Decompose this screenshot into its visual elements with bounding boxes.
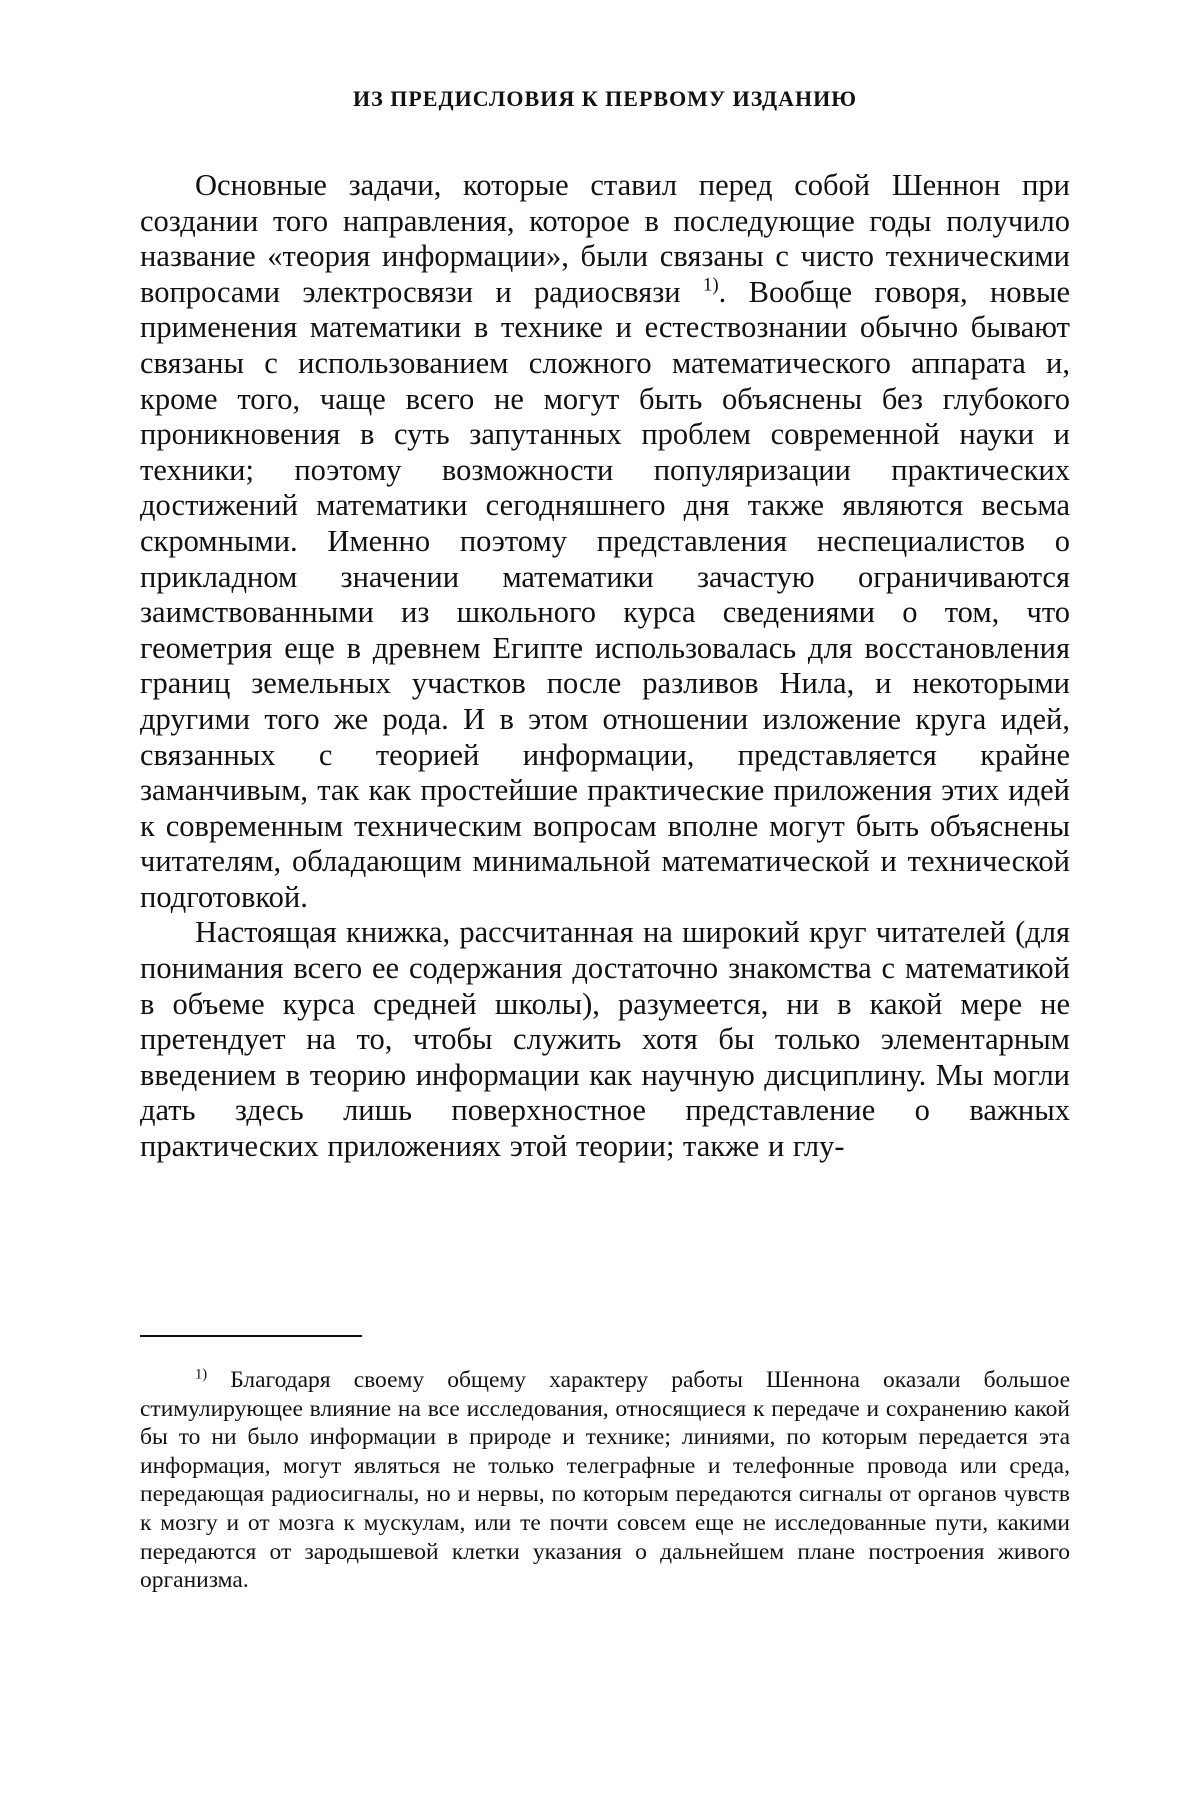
paragraph-2: Настоящая книжка, рассчитанная на широкий круг читателей (для понимания всего ее содержания достаточно знакомства с математикой в объеме курса средней школы), разумеется, ни в какой мере не претендует на то, чтобы служить хотя бы только элементарным введением в теорию информации как научную дисциплину. Мы могли дать здесь лишь поверхностное представление о важных практических приложениях этой теории; также и глу-: [140, 915, 1070, 1164]
footnote: [140, 1366, 1070, 1595]
book-page: [140, 0, 1070, 1794]
paragraph-1: [140, 168, 1070, 915]
paragraph-1-start: Основные задачи, которые ставил перед собой Шеннон при создании того направления, которое в последующие годы получило название «теория информации», были связаны с чисто техническими вопросами электросвязи и радиосвязи: [140, 168, 1070, 309]
footnote-text: Благодаря своему общему характеру работы Шеннона оказали большое стимулирующее влияние на все исследования, относящиеся к передаче и сохранению какой бы то ни было информации в природе и технике; линиями, по которым передается эта информация, могут являться не только телеграфные и телефонные провода или среда, передающая радиосигналы, но и нервы, по которым передаются сигналы от органов чувств к мозгу и от мозга к мускулам, или те почти совсем еще не исследованные пути, какими передаются от зародышевой клетки указания о дальнейшем плане построения живого организма.: [140, 1367, 1070, 1593]
paragraph-1-rest: . Вообще говоря, новые применения математики в технике и естествознании обычно бывают связаны с использованием сложного математического аппарата и, кроме того, чаще всего не могут быть объяснены без глубокого проникновения в суть запутанных проблем современной науки и техники; поэтому возможности популяризации практических достижений математики сегодняшнего дня также являются весьма скромными. Именно поэтому представления неспециалистов о прикладном значении математики зачастую ограничиваются заимствованными из школьного курса сведениями о том, что геометрия еще в древнем Египте использовалась для восстановления границ земельных участков после разливов Нила, и некоторыми другими того же рода. И в этом отношении изложение круга идей, связанных с теорией информации, представляется крайне заманчивым, так как простейшие практические приложения этих идей к современным техническим вопросам вполне могут быть объяснены читателям, обладающим минимальной математической и технической подготовкой.: [140, 275, 1070, 914]
footnote-reference: 1): [703, 274, 719, 295]
page-heading: ИЗ ПРЕДИСЛОВИЯ К ПЕРВОМУ ИЗДАНИЮ: [140, 86, 1070, 112]
footnote-mark: 1): [195, 1366, 207, 1382]
body-text: [140, 168, 1070, 1165]
footnote-divider: [140, 1335, 362, 1337]
